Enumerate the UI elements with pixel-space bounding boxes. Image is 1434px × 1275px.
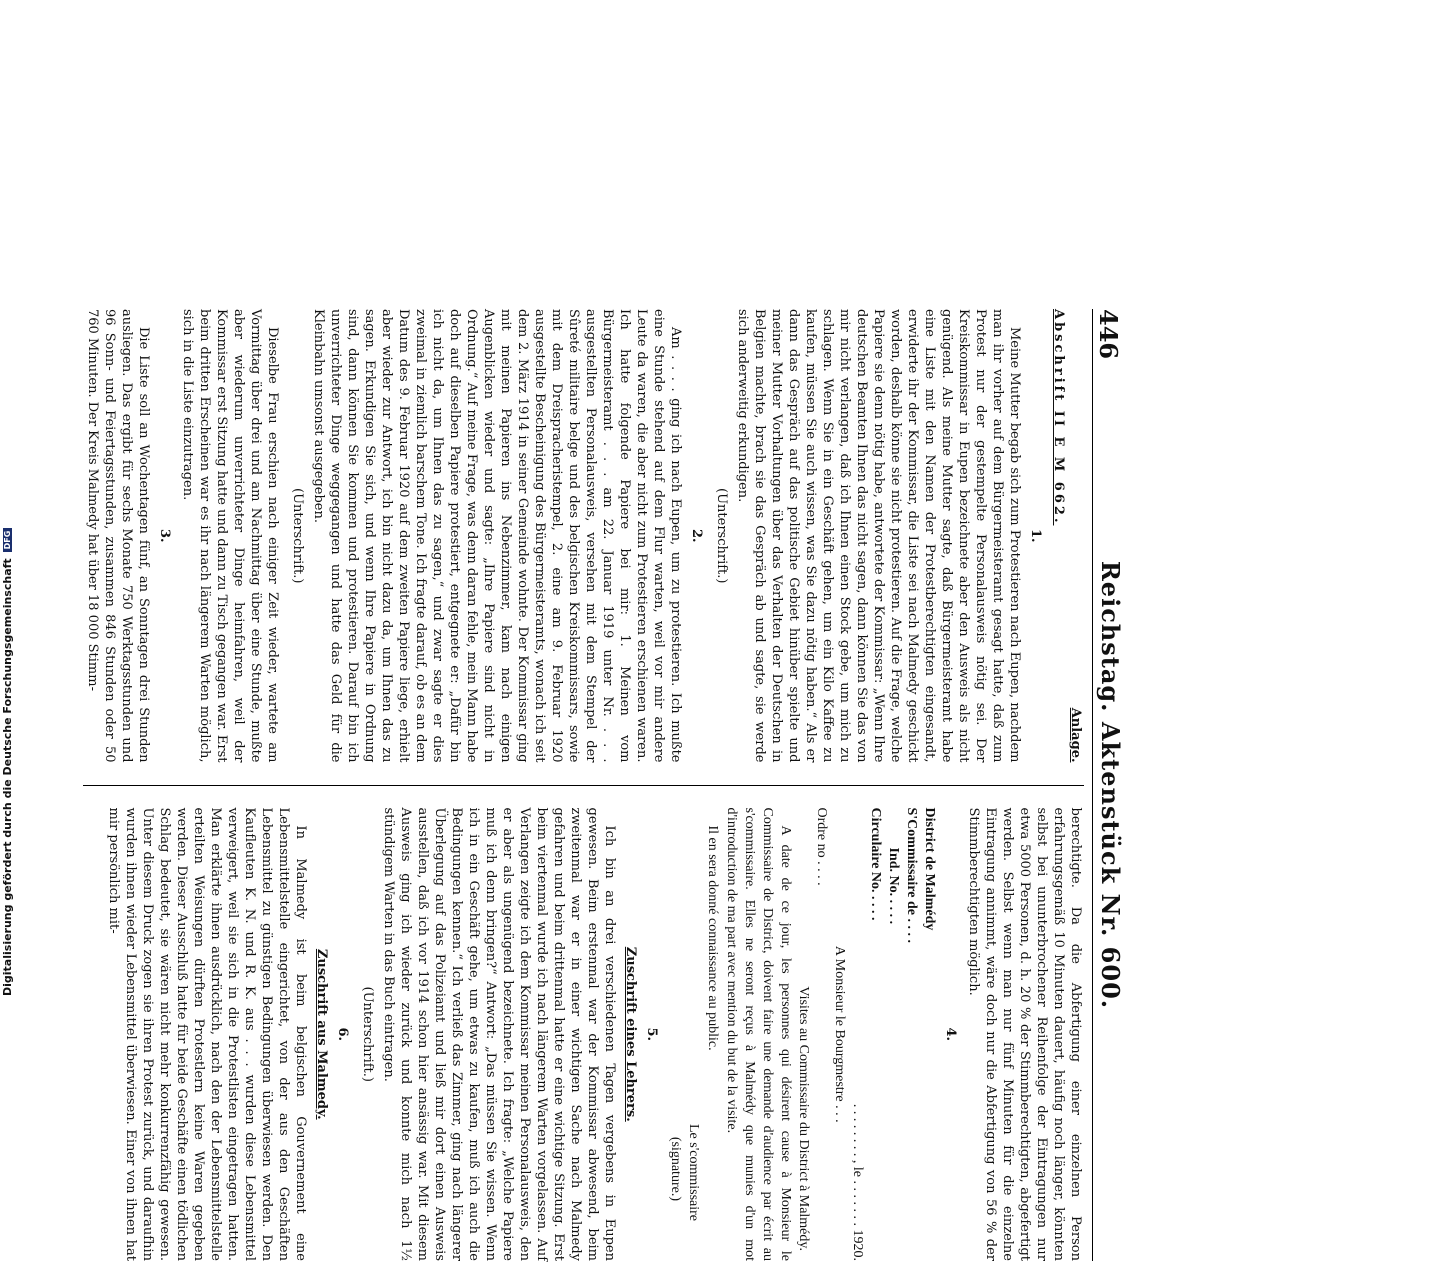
paragraph-2: Am . . . . ging ich nach Eupen, um zu protestieren. Ich mußte eine Stunde stehend auf dem Flur warten, weil vor mir andere Leute da waren, die aber nicht zum Protestieren erschienen waren. Ich hatte folgende Papiere bei mir: 1. Meinen vom Bürgermeisteramt . . . am 22. Januar 1919 unter Nr. . . . ausgestellten Personalausweis, versehen mit dem Stempel der Sûreté militaire belge und des belgischen Kreiskommissars, sowie mit dem Dreispracheristempel, 2. eine am 9. Februar 1920 ausgestellte Bescheinigung des Bürgermeisteramts, wonach ich seit dem 2. März 1914 in seiner Gemeinde wohnte. Der Kommissar ging mit meinen Papieren ins Nebenzimmer, kam nach einigen Augenblicken wieder und sagte: „Ihre Papiere sind nicht in Ordnung.“ Auf meine Frage, was denn daran fehle, mein Mann habe doch auf dieselben Papiere protestiert, entgegnete er: „Dafür bin ich nicht da, um Ihnen das zu sagen,“ und zwar sagte er dies zweimal in ziemlich barschem Tone. Ich fragte darauf, ob es an dem Datum des 9. Februar 1920 auf dem zweiten Papiere liege, erhielt aber wieder zur Antwort, ich bin nicht dazu da, um Ihnen das zu sagen. Erkundigen Sie sich, und wenn Ihre Papiere in Ordnung sind, dann können Sie kommen und protestieren. Darauf bin ich unverrichteter Dinge weggegangen und hatte das Geld für die Kleinbahn umsonst ausgegeben. [311, 309, 683, 763]
french-notice: Il en sera donné connaissance au public. [705, 825, 720, 1051]
page-number: 446 [1094, 309, 1123, 360]
visites-line: Visites au Commissaire du District à Malmédy. [796, 986, 811, 1251]
section-number-3: 3. [157, 528, 172, 543]
anlage-heading: Anlage. [1068, 707, 1083, 763]
abschrift-heading: Abschrift II E M 662. [1051, 309, 1066, 526]
dfg-logo: DFG [3, 528, 12, 553]
paragraph-3: Die Liste soll an Wochentagen fünf, an Sonntagen drei Stunden ausliegen. Das ergibt für sechs Monate 750 Werktagsstunden und 96 Sonn- und Feiertagsstunden, zusammen 846 Stunden oder 50 760 Minuten. Der Kreis Malmedy hat über 18 000 Stimm- [85, 309, 151, 763]
signature-1: (Unterschrift.) [714, 488, 729, 584]
commissaire-line: S'Commissaire de . . . . [904, 807, 919, 943]
paragraph-1: Meine Mutter begab sich zum Protestieren nach Eupen, nachdem man ihr vorher auf dem Bürgermeisteramt gesagt hatte, daß zum Protest nur der gestempelte Personalausweis nötig sei. Der Kreiskommissar in Eupen bezeichnete aber den Ausweis als nicht genügend. Als meine Mutter sagte, daß Bürgermeisteramt habe eine Liste mit den Namen der Protestberechtigten eingesandt, erwiderte ihr der Kommissar, die Liste sei nach Malmedy geschickt worden, deshalb könne sie nicht protestieren. Auf die Frage, welche Papiere sie denn nötig habe, antwortete der Kommissar: „Wenn Ihre deutschen Beamten Ihnen das nicht sagen, dann können Sie das von mir nicht verlangen, daß ich Ihnen einen Stock gebe, um mich zu schlagen. Wenn Sie in ein Geschäft gehen, um ein Kilo Kaffee zu kaufen, müssen Sie auch wissen, was Sie dazu nötig haben.“ Als er dann das Gespräch auf das politische Gebiet hinüber spielte und meiner Mutter Vorhaltungen über das Verhalten der Deutschen in Belgien machte, brach sie das Gespräch ab und sagte, sie werde sich anderweitig erkundigen. [735, 309, 1022, 763]
signature-fr: (signature.) [668, 1136, 683, 1201]
page-header [1092, 309, 1127, 1261]
digitization-credit [0, 0, 14, 1000]
date-line: . . . . . . . . , le . . . . . . . 1920. [850, 1103, 865, 1261]
page-title: Reichstag. Aktenstück Nr. 600. [1096, 560, 1125, 1010]
paragraph-5: Ich bin an drei verschiedenen Tagen vergebens in Eupen gewesen. Beim erstenmal war der Kommissar abwesend, beim zweitenmal war er in einer wichtigen Sache nach Malmedy gefahren und beim drittenmal hatte er eine wichtige Sitzung. Erst beim viertenmal wurde ich nach längerem Warten vorgelassen. Auf Verlangen zeigte ich dem Kommissar meinen Personalausweis, den er aber als ungenügend bezeichnete. Ich fragte: „Welche Papiere muß ich denn bringen?“ Antwort: „Das müssen Sie wissen. Wenn ich in ein Geschäft gehe, um etwas zu kaufen, muß ich auch die Bedingungen kennen.“ Ich verließ das Zimmer, ging nach längerer Überlegung auf das Polizeiamt und ließ mir dort einen Ausweis ausstellen, daß ich vor 1914 schon hier ansässig war. Mit diesem Ausweis ging ich wieder zurück und konnte mich nach 1½ stündigem Warten in das Buch eintragen. [381, 807, 617, 1261]
section-number-1: 1. [1028, 528, 1043, 543]
paragraph-2b: Dieselbe Frau erschien nach einiger Zeit wieder, wartete am Vormittag über drei und am Nachmittag über eine Stunde, mußte aber wiederum unverrichteter Dinge heimfahren, weil der Kommissar erst Sitzung hatte und dann zu Tisch gegangen war. Erst beim dritten Erscheinen war es ihr nach längerem Warten möglich, sich in die Liste einzutragen. [180, 309, 280, 763]
signature-5: (Unterschrift.) [360, 986, 375, 1082]
ordre-line: Ordre no . . . . [814, 807, 829, 886]
heading-5: Zuschrift eines Lehrers. [623, 946, 638, 1122]
section-number-2: 2. [689, 528, 704, 543]
section-number-4: 4. [943, 1027, 958, 1042]
paragraph-3-continued: berechtigte. Da die Abfertigung einer einzelnen Person erfahrungsgemäß 10 Minuten dauert, häufig noch länger, könnten selbst bei ununterbrochener Reihenfolge der Eintragungen nur etwa 5000 Personen, d. h. 20 % der Stimmberechtigten, abgefertigt werden. Selbst wenn man nur fünf Minuten für die einzelne Eintragung annimmt, wäre doch nur die Abfertigung von 56 % der Stimmberechtigten möglich. [966, 807, 1083, 1261]
right-column [83, 808, 1084, 1262]
section-number-6: 6. [335, 1027, 350, 1042]
ind-line: Ind. No. . . . . [886, 847, 901, 925]
heading-6: Zuschrift aus Malmedy. [314, 948, 329, 1120]
le-commissaire: Le s'commissaire [686, 1124, 701, 1221]
left-column [83, 309, 1084, 763]
document-page [0, 295, 1133, 1275]
district-line: District de Malmédy [922, 807, 937, 931]
credit-text: Digitalisierung gefördert durch die Deutsche Forschungsgemeinschaft [0, 558, 14, 996]
signature-2: (Unterschrift.) [290, 488, 305, 584]
section-number-5: 5. [644, 1027, 659, 1042]
addressee-line: A Monsieur le Bourgmestre . . . [832, 945, 847, 1123]
paragraph-6: In Malmedy ist beim belgischen Gouvernement eine Lebensmittelstelle eingerichtet, von der aus den Geschäften Lebensmittel zu günstigen Bedingungen überwiesen werden. Den Kaufleuten K. N. und R. K. aus . . . wurden diese Lebensmittel verweigert, weil sie sich in die Protestlisten eingetragen hatten. Man erklärte ihnen ausdrücklich, nach den der Lebensmittelstelle erteilten Weisungen dürften Protestlern keine Waren gegeben werden. Dieser Ausschluß hatte für beide Geschäfte einen tödlichen Schlag bedeutet, sie wären nicht mehr konkurrenzfähig gewesen. Unter diesem Druck zogen sie ihren Protest zurück, und daraufhin wurden ihnen wieder Lebensmittel überwiesen. Einer von ihnen hat mir persönlich mit- [106, 807, 308, 1261]
circulaire-line: Circulaire No. . . . . [868, 807, 883, 921]
french-body: A date de ce jour, les personnes qui désirent cause à Monsieur le Commissaire de District, doivent faire une demande d'audience par écrit au s'commissaire. Elles ne seront reçus à Malmédy que munies d'un mot d'introduction de ma part avec mention du but de la visite. [724, 807, 793, 1261]
column-divider [83, 785, 1084, 786]
